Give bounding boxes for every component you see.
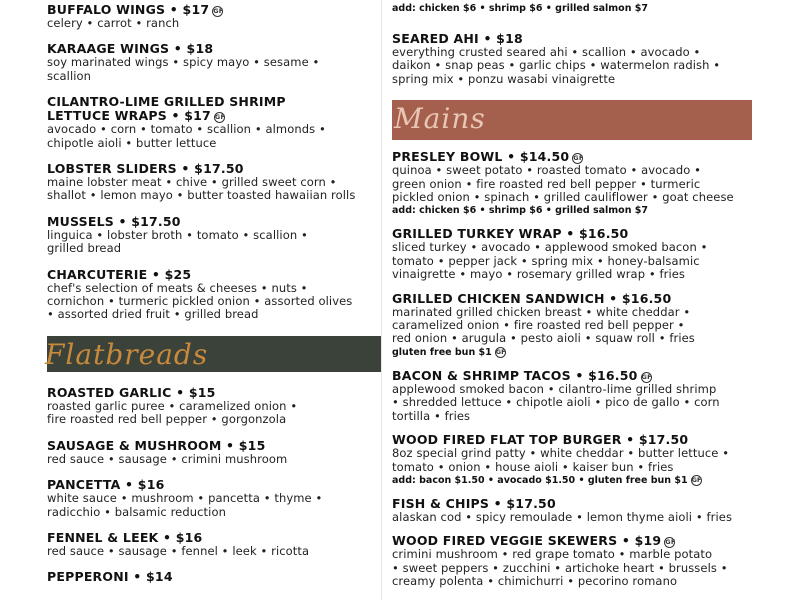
item-description: soy marinated wings • spicy mayo • sesame • [47,55,320,70]
item-description: red sauce • sausage • crimini mushroom [47,451,288,466]
item-description: red onion • arugula • pesto aioli • squaw roll • fries [392,331,695,346]
item-description: • shredded lettuce • chipotle aioli • pico de gallo • corn [392,395,720,410]
item-name: WOOD FIRED FLAT TOP BURGER • $17.50 [392,432,689,448]
item-description: avocado • corn • tomato • scallion • almonds • [47,122,326,137]
item-description: celery • carrot • ranch [47,16,180,30]
item-description: vinaigrette • mayo • rosemary grilled wrap • fries [392,267,686,282]
item-description: cornichon • turmeric pickled onion • assorted olives [47,294,353,309]
item-description: tomato • onion • house aioli • kaiser bun • fries [392,459,674,474]
item-name: KARAAGE WINGS • $18 [47,41,214,57]
item-addons: add: bacon $1.50 • avocado $1.50 • gluten free bun $1 [392,474,688,486]
item-name: FISH & CHIPS • $17.50 [392,495,556,511]
menu-item-fennel-leek [47,531,392,558]
item-name: FENNEL & LEEK • $16 [47,529,203,545]
menu-item-flat-top-burger [392,433,762,487]
item-description: tomato • pepper jack • spring mix • honey-balsamic [392,253,700,268]
item-name: GRILLED CHICKEN SANDWICH • $16.50 [392,290,672,306]
item-name-line2: LETTUCE WRAPS • $17 [47,108,211,124]
flatbreads-heading: Flatbreads [45,337,209,371]
menu-item-karaage-wings [47,42,392,83]
item-name: PANCETTA • $16 [47,477,165,493]
item-description: spring mix • ponzu wasabi vinaigrette [392,71,616,86]
item-description: maine lobster meat • chive • grilled sweet corn • [47,175,337,190]
menu-item-seared-ahi [392,32,762,86]
item-description: sliced turkey • avocado • applewood smoked bacon • [392,240,708,255]
item-name: BACON & SHRIMP TACOS • $16.50 [392,367,638,383]
item-name: PRESLEY BOWL • $14.50 [392,149,570,165]
item-description: red sauce • sausage • fennel • leek • ricotta [47,543,310,558]
gluten-free-icon: GF [573,154,584,163]
item-name: WOOD FIRED VEGGIE SKEWERS • $19 [392,533,662,549]
flatbreads-section-banner [47,336,381,372]
gluten-free-icon: GF [213,7,224,15]
item-description: 8oz special grind patty • white cheddar • butter lettuce • [392,446,730,461]
item-description: fire roasted red bell pepper • gorgonzola [47,412,287,427]
item-description: alaskan cod • spicy remoulade • lemon thyme aioli • fries [392,509,733,524]
item-description: • assorted dried fruit • grilled bread [47,307,259,322]
item-name: SEARED AHI • $18 [392,31,523,46]
item-description: applewood smoked bacon • cilantro-lime grilled shrimp [392,381,717,396]
item-description: chipotle aioli • butter lettuce [47,135,217,150]
gluten-free-icon: GF [495,347,506,356]
item-description: green onion • fire roasted red bell pepper • turmeric [392,176,701,191]
item-name: PEPPERONI • $14 [47,569,173,585]
item-description: creamy polenta • chimichurri • pecorino romano [392,574,678,589]
menu-item-presley-bowl [392,150,762,217]
mains-heading: Mains [394,102,486,136]
menu-item-mussels [47,215,392,256]
item-name: BUFFALO WINGS • $17 [47,2,210,17]
menu-item-fish-chips [392,497,762,524]
item-name: ROASTED GARLIC • $15 [47,384,216,400]
item-description: grilled bread [47,241,122,256]
menu-item-shrimp-lettuce-wraps [47,95,392,150]
menu-item-chicken-sandwich [392,292,762,359]
item-name: CILANTRO-LIME GRILLED SHRIMP [47,94,286,110]
item-description: pickled onion • spinach • grilled cauliflower • goat cheese [392,190,734,205]
item-description: scallion [47,68,92,83]
menu-item-bacon-shrimp-tacos [392,369,762,423]
item-description: everything crusted seared ahi • scallion • avocado • [392,45,701,59]
item-addons: add: chicken $6 • shrimp $6 • grilled salmon $7 [392,205,648,217]
salad-addons: add: chicken $6 • shrimp $6 • grilled salmon $7 [392,3,648,14]
left-column [47,3,392,594]
menu-item-buffalo-wings [47,3,392,30]
item-description: crimini mushroom • red grape tomato • marble potato [392,547,713,562]
gluten-free-icon: GF [665,538,676,547]
item-description: quinoa • sweet potato • roasted tomato • avocado • [392,163,702,178]
item-description: caramelized onion • fire roasted red bell pepper • [392,318,685,333]
menu-item-lobster-sliders [47,162,392,203]
item-description: daikon • snap peas • garlic chips • watermelon radish • [392,58,721,73]
item-description: linguica • lobster broth • tomato • scallion • [47,227,308,242]
item-addons: gluten free bun $1 [392,346,492,358]
item-name: GRILLED TURKEY WRAP • $16.50 [392,226,629,242]
gluten-free-icon: GF [691,475,702,484]
menu-item-roasted-garlic [47,386,392,427]
item-name: CHARCUTERIE • $25 [47,266,192,282]
gluten-free-icon: GF [214,113,226,122]
item-description: chef's selection of meats & cheeses • nuts • [47,280,308,295]
item-name: LOBSTER SLIDERS • $17.50 [47,161,244,177]
item-description: tortilla • fries [392,408,471,423]
menu-item-pancetta [47,478,392,519]
menu-item-turkey-wrap [392,227,762,281]
item-description: • sweet peppers • zucchini • artichoke heart • brussels • [392,560,728,575]
mains-section-banner [392,100,752,140]
item-description: roasted garlic puree • caramelized onion • [47,398,298,413]
item-description: marinated grilled chicken breast • white cheddar • [392,304,691,319]
item-name: MUSSELS • $17.50 [47,213,181,229]
item-name: SAUSAGE & MUSHROOM • $15 [47,437,266,453]
menu-item-pepperoni [47,570,392,584]
menu-item-sausage-mushroom [47,439,392,466]
gluten-free-icon: GF [641,372,652,381]
menu-item-charcuterie [47,268,392,322]
menu-item-veggie-skewers [392,534,762,588]
item-description: radicchio • balsamic reduction [47,504,226,519]
item-description: shallot • lemon mayo • butter toasted hawaiian rolls [47,188,356,203]
item-description: white sauce • mushroom • pancetta • thyme • [47,491,323,506]
right-column [392,2,762,599]
